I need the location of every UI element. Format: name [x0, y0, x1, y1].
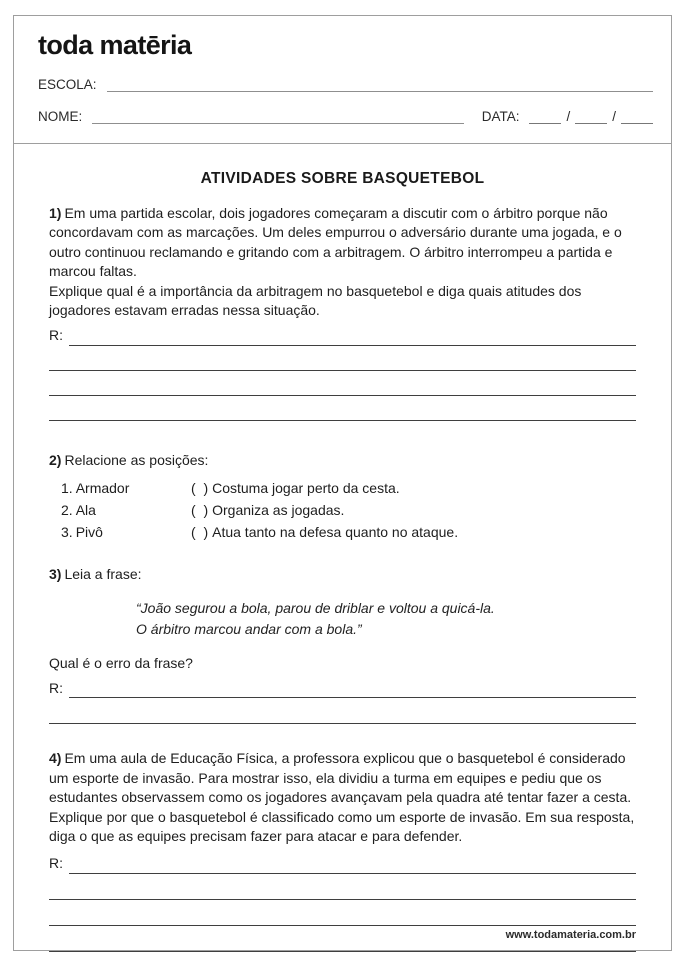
match-row — [49, 521, 636, 543]
school-blank-line[interactable] — [107, 77, 653, 92]
school-field-row — [38, 77, 653, 92]
school-label: ESCOLA: — [38, 77, 97, 92]
question-1-prompt: Explique qual é a importância da arbitragem no basquetebol e diga quais atitudes dos jogadores estavam erradas nessa situação. — [49, 282, 582, 318]
match-option — [191, 521, 458, 543]
match-row — [49, 477, 636, 499]
position-item — [49, 477, 191, 499]
answer-blank-line[interactable] — [69, 684, 636, 698]
question-4-prompt: Explique por que o basquetebol é classificado como um esporte de invasão. Em sua resposta, diga o que as equipes precisam fazer para atacar e para defender. — [49, 808, 635, 844]
date-label: DATA: — [481, 109, 520, 124]
date-month-blank[interactable] — [575, 109, 607, 124]
question-3 — [49, 565, 636, 585]
header — [14, 16, 671, 144]
answer-block-3 — [49, 676, 636, 724]
answer-prefix: R: — [49, 679, 63, 696]
question-2 — [49, 451, 636, 471]
name-blank-line[interactable] — [92, 109, 463, 124]
answer-prefix: R: — [49, 327, 63, 343]
match-row — [49, 499, 636, 521]
answer-parentheses[interactable]: ( ) — [191, 480, 209, 496]
question-4-number: 4) — [49, 750, 62, 766]
question-1-number: 1) — [49, 204, 62, 221]
answer-blank-line[interactable] — [69, 860, 636, 874]
question-3-prompt: Qual é o erro da frase? — [49, 654, 193, 671]
answer-blank-line[interactable] — [69, 332, 636, 346]
position-name: Pivô — [75, 524, 103, 540]
matching-exercise — [49, 477, 636, 543]
answer-parentheses[interactable]: ( ) — [191, 502, 209, 518]
position-number: 1. — [61, 480, 73, 496]
position-name: Ala — [75, 502, 96, 518]
name-date-row — [38, 109, 653, 124]
answer-blank-line[interactable] — [49, 346, 636, 371]
answer-row — [49, 852, 636, 874]
answer-blank-line[interactable] — [49, 396, 636, 421]
answer-block-1 — [49, 324, 636, 421]
question-1 — [49, 204, 636, 321]
option-text: Organiza as jogadas. — [212, 502, 345, 518]
option-text: Costuma jogar perto da cesta. — [212, 480, 400, 496]
answer-blank-line[interactable] — [49, 698, 636, 724]
quote-line-2: O árbitro marcou andar com a bola.” — [136, 620, 362, 637]
position-number: 3. — [61, 524, 73, 540]
answer-blank-line[interactable] — [49, 371, 636, 396]
date-field — [482, 109, 653, 124]
answer-row — [49, 324, 636, 346]
question-3-body: Leia a frase: — [64, 566, 142, 582]
worksheet-title: ATIVIDADES SOBRE BASQUETEBOL — [200, 170, 485, 187]
worksheet-content — [14, 144, 671, 952]
question-4-body: Em uma aula de Educação Física, a professora explicou que o basquetebol é considerado um esporte de invasão. Para mostrar isso, ela dividiu a turma em equipes e pediu que os estudantes observassem como os jogadores avançavam pela quadra até tentar fazer a cesta. — [49, 750, 632, 805]
answer-blank-line[interactable] — [49, 874, 636, 900]
quote-block — [136, 598, 636, 640]
date-separator: / — [612, 109, 616, 124]
footer-url: www.todamateria.com.br — [505, 929, 636, 941]
question-2-body: Relacione as posições: — [64, 451, 209, 468]
match-option — [191, 499, 344, 521]
question-1-body: Em uma partida escolar, dois jogadores começaram a discutir com o árbitro porque não concordavam com as marcações. Um deles empurrou o adversário durante uma jogada, e o outro continuou reclamando e gritando com a arbitragem. O árbitro interrompeu a partida e marcou faltas. — [49, 204, 622, 279]
question-3-number: 3) — [49, 566, 62, 582]
option-text: Atua tanto na defesa quanto no ataque. — [212, 524, 459, 540]
position-item — [49, 521, 191, 543]
question-4 — [49, 749, 636, 847]
name-label: NOME: — [38, 109, 83, 124]
answer-prefix: R: — [49, 855, 63, 871]
match-option — [191, 477, 400, 499]
answer-row — [49, 676, 636, 698]
quote-line-1: “João segurou a bola, parou de driblar e voltou a quicá-la. — [136, 599, 495, 616]
brand-logo: toda matēria — [38, 30, 192, 60]
page-frame — [13, 15, 672, 951]
position-name: Armador — [75, 480, 130, 496]
position-item — [49, 499, 191, 521]
answer-blank-line[interactable] — [49, 900, 636, 926]
question-2-number: 2) — [49, 451, 62, 468]
answer-parentheses[interactable]: ( ) — [191, 524, 209, 540]
date-separator: / — [566, 109, 571, 124]
date-year-blank[interactable] — [621, 109, 653, 124]
date-day-blank[interactable] — [529, 109, 561, 124]
position-number: 2. — [61, 502, 73, 518]
